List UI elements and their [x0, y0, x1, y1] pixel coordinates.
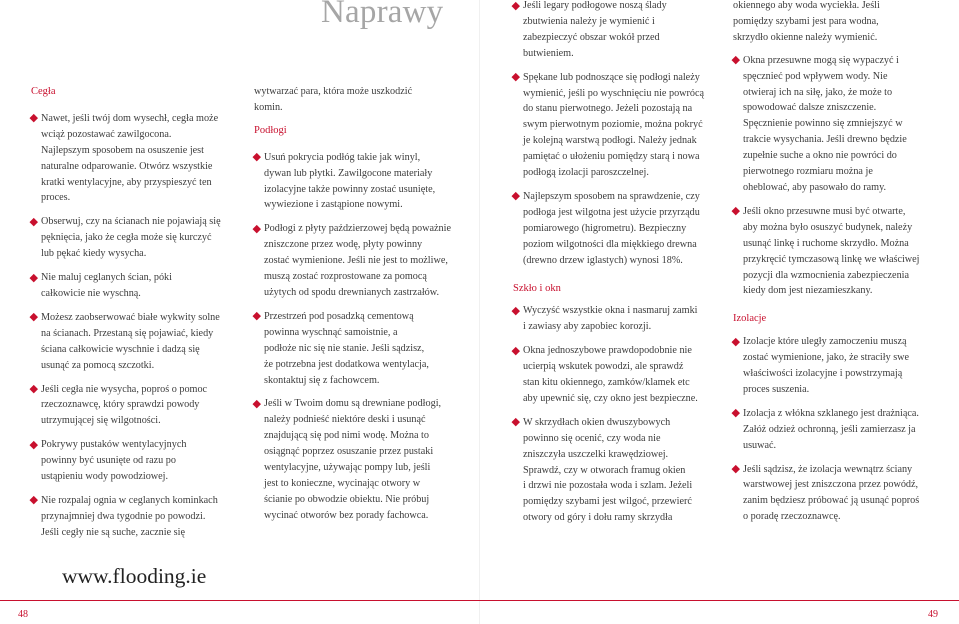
diamond-bullet-icon: [732, 409, 740, 417]
bullet-item: [254, 309, 474, 389]
text-line: wentylacyjne, używając pompy lub, jeśli: [264, 462, 431, 474]
bullet-item: [733, 204, 955, 299]
text-line: Jeśli cegły nie są suche, zacznie się: [41, 526, 185, 538]
text-line: Możesz zaobserwować białe wykwity solne: [41, 311, 220, 323]
text-line: dywan lub płytki. Zawilgocone materiały: [264, 167, 433, 179]
diamond-bullet-icon: [512, 73, 520, 81]
text-line: zabezpieczyć obszar wokół przed: [523, 31, 660, 43]
diamond-bullet-icon: [512, 347, 520, 355]
page-number-left: 48: [18, 609, 28, 620]
text-line: muszą zostać rozprostowane za pomocą: [264, 271, 427, 283]
text-line: Izolacja z włókna szklanego jest drażniąca.: [743, 407, 919, 419]
text-line: aby można było osuszyć budynek, należy: [743, 221, 913, 233]
text-line: Okna jednoszybowe prawdopodobnie nie: [523, 345, 692, 357]
diamond-bullet-icon: [732, 207, 740, 215]
bullet-item: [31, 214, 251, 262]
text-line: Najlepszym sposobem na sprawdzenie, czy: [523, 190, 700, 202]
diamond-bullet-icon: [253, 153, 261, 161]
bullet-item: [254, 150, 474, 214]
text-line: Izolacje które uległy zamoczeniu muszą: [743, 336, 907, 348]
text-line: Sprawdź, czy w otworach framug okien: [523, 464, 686, 476]
text-line: przynajmniej dwa tygodnie po powodzi.: [41, 510, 206, 522]
text-line: Obserwuj, czy na ścianach nie pojawiają się: [41, 216, 221, 228]
text-line: pozycji dla wzmocnienia zabezpieczenia: [743, 269, 910, 281]
text-line: spowodować dalsze zniszczenie.: [743, 102, 877, 114]
text-line: Spękane lub podnoszące się podłogi należy: [523, 71, 700, 83]
diamond-bullet-icon: [30, 218, 38, 226]
text-line: Jeśli sądzisz, że izolacja wewnątrz ściany: [743, 463, 913, 475]
text-line: butwieniem.: [523, 47, 574, 59]
text-line: Przestrzeń pod posadzką cementową: [264, 310, 414, 322]
column-floors-windows: [513, 0, 728, 534]
diamond-bullet-icon: [30, 496, 38, 504]
diamond-bullet-icon: [512, 418, 520, 426]
text-line: powinny być usunięte od razu po: [41, 455, 176, 467]
text-line: osiągnąć poprzez osuszanie przez pustaki: [264, 446, 434, 458]
text-line: ściana całkowicie wyschnie i dadzą się: [41, 343, 200, 355]
text-line: proces suszenia.: [743, 383, 810, 395]
text-line: i zawiasy aby zapobiec korozji.: [523, 321, 652, 333]
text-line: oheblować, aby pasowało do ramy.: [743, 181, 887, 193]
diamond-bullet-icon: [30, 273, 38, 281]
text-line: skrzydło okienne należy wymienić.: [733, 31, 878, 43]
text-line: wytwarzać para, która może uszkodzić: [254, 86, 413, 97]
text-line: izolacyjne także powinny zostać usunięte,: [264, 183, 436, 195]
text-line: je kolejną warstwą podłogi. Należy jednak: [523, 135, 697, 147]
text-line: należy podnieść niektóre deski i usunąć: [264, 414, 426, 426]
text-line: Jeśli w Twoim domu są drewniane podłogi,: [264, 398, 442, 410]
bullet-item: [513, 303, 728, 335]
diamond-bullet-icon: [732, 338, 740, 346]
bullet-item: [513, 70, 728, 181]
text-line: Nie rozpalaj ognia w ceglanych kominkach: [41, 494, 218, 506]
bullet-item: [31, 437, 251, 485]
text-line: spęcznieć pod wpływem wody. Nie: [743, 70, 888, 82]
diamond-bullet-icon: [30, 313, 38, 321]
text-line: ucierpią wskutek powodzi, ale sprawdź: [523, 361, 684, 373]
bullet-item: [31, 493, 251, 541]
text-line: zbutwienia należy je wymienić i: [523, 15, 655, 27]
column-floors: [254, 84, 474, 532]
text-line: zniszczyła uszczelki krawędziowej.: [523, 448, 669, 460]
page-number-right: 49: [928, 609, 938, 620]
diamond-bullet-icon: [253, 225, 261, 233]
text-line: powinna wyschnąć samoistnie, a: [264, 326, 398, 338]
bullet-item: [31, 111, 251, 206]
text-line: Podłogi z płyty paździerzowej będą poważnie: [264, 223, 451, 235]
bullet-item: [733, 53, 955, 196]
text-line: Usuń pokrycia podłóg takie jak winyl,: [264, 151, 421, 163]
text-line: wciąż pozostawać zawilgocona.: [41, 128, 172, 140]
text-line: pierwotnego rozmiaru można je: [743, 166, 873, 178]
text-line: rzeczoznawcę, który sprawdzi powody: [41, 399, 200, 411]
text-line: W skrzydłach okien dwuszybowych: [523, 416, 671, 428]
bullet-item: [733, 406, 955, 454]
continued-text: [254, 84, 474, 116]
text-line: pęknięcia, jako że cegła może się kurczyć: [41, 232, 212, 244]
text-line: kratki wentylacyjne, aby przyspieszyć ten: [41, 176, 212, 188]
bullet-item: [513, 189, 728, 269]
text-line: warstwowej jest zniszczona przez powódź,: [743, 479, 919, 491]
text-line: znajdującą się pod nimi wodę. Można to: [264, 430, 429, 442]
text-line: Jeśli okno przesuwne musi być otwarte,: [743, 205, 906, 217]
section-heading-floors: Podłogi: [254, 124, 287, 136]
text-line: wycinać otworów bez porady fachowca.: [264, 509, 429, 521]
brick-items: [31, 111, 251, 541]
footer-url[interactable]: www.flooding.ie: [62, 564, 207, 588]
floors-items-continued: [513, 0, 728, 269]
bullet-item: [733, 334, 955, 398]
bullet-item: [513, 415, 728, 526]
text-line: skontaktuj się z fachowcem.: [264, 374, 380, 386]
text-line: właściwości izolacyjne i powstrzymają: [743, 368, 903, 380]
text-line: stan kitu okiennego, zamków/klamek etc: [523, 377, 690, 389]
text-line: zupełnie suche a okno nie powróci do: [743, 150, 897, 162]
text-line: otwory od góry i dołu ramy skrzydła: [523, 512, 673, 524]
text-line: zostać wymienione, jako, że straciły swe: [743, 352, 910, 364]
text-line: że potrzebna jest dodatkowa wentylacja,: [264, 358, 429, 370]
text-line: Załóż odzież ochronną, jeśli zamierzasz ja: [743, 423, 916, 435]
text-line: pamiętać o ułożeniu pomiędzy starą i nowa: [523, 151, 700, 163]
bullet-item: [31, 270, 251, 302]
windows-items: [733, 53, 955, 300]
text-line: o poradę rzeczoznawcę.: [743, 511, 841, 523]
text-line: Nie maluj ceglanych ścian, póki: [41, 272, 172, 284]
text-line: Pokrywy pustaków wentylacyjnych: [41, 439, 187, 451]
text-line: Nawet, jeśli twój dom wysechł, cegła może: [41, 112, 219, 124]
column-brick: [31, 84, 251, 549]
text-line: całkowicie nie wyschną.: [41, 287, 141, 299]
text-line: przykręcić tymczasową linkę we właściwej: [743, 253, 920, 265]
text-line: wymienić, jeśli po wyschnięciu nie powrócą: [523, 87, 705, 99]
text-line: i drzwi nie pozostała woda i szlam. Jeżeli: [523, 480, 693, 492]
text-line: Spęcznienie powinno się zmniejszyć w: [743, 118, 903, 130]
text-line: Wyczyść wszystkie okna i nasmaruj zamki: [523, 305, 698, 317]
text-line: proces.: [41, 192, 71, 204]
text-line: trakcie wysychania. Jeśli drewno będzie: [743, 134, 907, 146]
text-line: otwieraj ich na siłę, jako, że może to: [743, 86, 893, 98]
bullet-item: [513, 343, 728, 407]
text-line: zniszczone przez wodę, płyty powinny: [264, 239, 423, 251]
column-windows-insulation: [733, 0, 955, 533]
text-line: lub pękać kiedy wysycha.: [41, 248, 147, 260]
section-heading-glass: Szkło i okn: [513, 282, 561, 294]
text-line: pomiędzy szybami jest wilgoć, przewierć: [523, 496, 692, 508]
diamond-bullet-icon: [512, 192, 520, 200]
text-line: usuwać.: [743, 439, 777, 451]
bullet-item: [513, 0, 728, 62]
text-line: pomiędzy szybami jest para wodna,: [733, 15, 879, 27]
bullet-item: [254, 221, 474, 301]
bullet-item: [733, 462, 955, 526]
page-title: Naprawy: [321, 0, 444, 30]
text-line: powinno się ocenić, czy woda nie: [523, 432, 661, 444]
text-line: podłoże nic się nie stanie. Jeśli sądzisz,: [264, 342, 425, 354]
diamond-bullet-icon: [253, 400, 261, 408]
text-line: aby upewnić się, czy okno jest bezpieczne.: [523, 392, 698, 404]
text-line: zostać wymienione. Jeśli nie jest to możliwe,: [264, 255, 448, 267]
footer-divider: [0, 600, 959, 601]
text-line: (drewno drzew iglastych) wynosi 18%.: [523, 254, 683, 266]
insulation-items: [733, 334, 955, 525]
text-line: do stanu pierwotnego. Jeżeli pozostają na: [523, 103, 693, 115]
text-line: podłoga jest wilgotna jest użycie przyrządu: [523, 206, 700, 218]
diamond-bullet-icon: [512, 307, 520, 315]
text-line: jest to konieczne, wycinając otwory w: [264, 477, 421, 489]
text-line: podłogą izolacji paroszczelnej.: [523, 167, 649, 179]
text-line: utrzymującej się wilgotności.: [41, 415, 161, 427]
text-line: wywiezione i zastąpione nowymi.: [264, 199, 403, 211]
diamond-bullet-icon: [253, 312, 261, 320]
section-heading-brick: Cegła: [31, 86, 56, 97]
text-line: Okna przesuwne mogą się wypaczyć i: [743, 54, 899, 66]
text-line: okiennego aby woda wyciekła. Jeśli: [733, 0, 880, 11]
text-line: na ścianach. Przestaną się pojawiać, kiedy: [41, 327, 214, 339]
continued-text: [733, 0, 955, 46]
bullet-item: [254, 396, 474, 523]
text-line: usunąć linkę i ruchome skrzydło. Można: [743, 237, 909, 249]
text-line: ustąpieniu wody powodziowej.: [41, 471, 169, 483]
text-line: poziom wilgotności dla miękkiego drewna: [523, 238, 697, 250]
text-line: użytych od spodu drewnianych zastrzałów.: [264, 286, 440, 298]
diamond-bullet-icon: [30, 441, 38, 449]
text-line: kiedy dom jest niezamieszkany.: [743, 285, 873, 297]
glass-items: [513, 303, 728, 526]
text-line: swym pierwotnym poziomie, można pokryć: [523, 119, 703, 131]
diamond-bullet-icon: [732, 56, 740, 64]
diamond-bullet-icon: [30, 385, 38, 393]
page-spine: [479, 0, 480, 624]
text-line: usunąć za pomocą szczotki.: [41, 359, 155, 371]
text-line: naturalne odparowanie. Otwórz wszystkie: [41, 160, 213, 172]
diamond-bullet-icon: [732, 465, 740, 473]
floors-items: [254, 150, 474, 524]
text-line: Najlepszym sposobem na osuszenie jest: [41, 144, 204, 156]
bullet-item: [31, 382, 251, 430]
text-line: ścianie po obwodzie obiektu. Nie próbuj: [264, 493, 430, 505]
text-line: Jeśli cegła nie wysycha, poproś o pomoc: [41, 383, 208, 395]
section-heading-insulation: Izolacje: [733, 313, 767, 325]
text-line: zanim będziesz próbować ją usunąć poproś: [743, 495, 920, 507]
diamond-bullet-icon: [30, 114, 38, 122]
bullet-item: [31, 310, 251, 374]
text-line: pomiarowego (higrometru). Bezpieczny: [523, 222, 687, 234]
diamond-bullet-icon: [512, 1, 520, 9]
text-line: komin.: [254, 101, 283, 113]
text-line: Jeśli legary podłogowe noszą ślady: [523, 0, 667, 11]
